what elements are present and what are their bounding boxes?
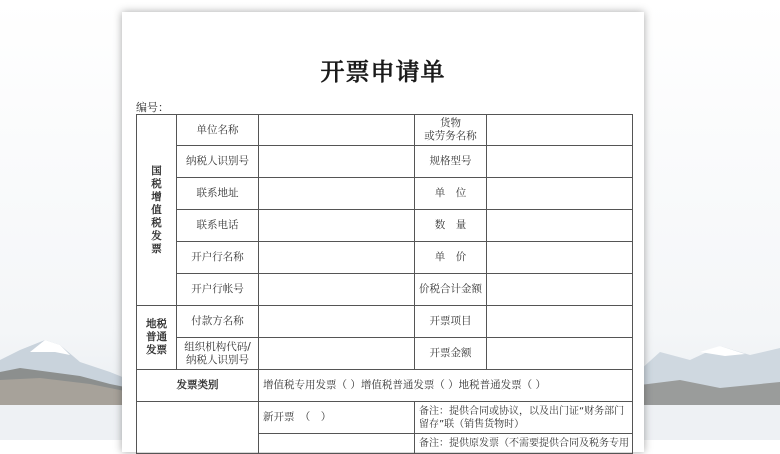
- field-label-payer-name: 付款方名称: [177, 306, 259, 338]
- field-input-phone[interactable]: [259, 210, 415, 242]
- field-input-goods-name[interactable]: [487, 115, 633, 146]
- section-vat-label: 国 税 增 值 税 发 票: [137, 115, 177, 306]
- field-label-org-code: 组织机构代码/ 纳税人识别号: [177, 338, 259, 370]
- new-invoice-option[interactable]: 新开票 （ ）: [259, 402, 415, 434]
- field-label-unit-price: 单 价: [415, 242, 487, 274]
- field-input-invoice-amount[interactable]: [487, 338, 633, 370]
- field-input-total-amount[interactable]: [487, 274, 633, 306]
- section-local-label: 地税 普通 发票: [137, 306, 177, 370]
- field-label-address: 联系地址: [177, 178, 259, 210]
- field-input-taxpayer-id[interactable]: [259, 146, 415, 178]
- application-form-sheet: [122, 12, 644, 452]
- form-title: 开票申请单: [320, 58, 446, 86]
- field-input-unit-price[interactable]: [487, 242, 633, 274]
- invoice-type-options[interactable]: 增值税专用发票（ ）增值税普通发票（ ）地税普通发票（ ）: [259, 370, 633, 402]
- field-label-bank-account: 开户行帐号: [177, 274, 259, 306]
- field-input-unit[interactable]: [487, 178, 633, 210]
- field-label-bank-name: 开户行名称: [177, 242, 259, 274]
- field-input-bank-account[interactable]: [259, 274, 415, 306]
- field-label-quantity: 数 量: [415, 210, 487, 242]
- field-input-invoice-item[interactable]: [487, 306, 633, 338]
- field-label-spec-model: 规格型号: [415, 146, 487, 178]
- field-label-invoice-amount: 开票金额: [415, 338, 487, 370]
- invoice-form-table: [136, 114, 633, 454]
- field-input-bank-name[interactable]: [259, 242, 415, 274]
- field-label-company-name: 单位名称: [177, 115, 259, 146]
- note-text: 备注：提供合同或协议，以及出门证“财务部门留存”联（销售货物时）: [415, 402, 633, 434]
- blank-option-cell[interactable]: [259, 434, 415, 454]
- field-input-company-name[interactable]: [259, 115, 415, 146]
- invoice-type-label: 发票类别: [137, 370, 259, 402]
- field-label-unit: 单 位: [415, 178, 487, 210]
- field-label-invoice-item: 开票项目: [415, 306, 487, 338]
- field-label-phone: 联系电话: [177, 210, 259, 242]
- field-input-address[interactable]: [259, 178, 415, 210]
- field-input-spec-model[interactable]: [487, 146, 633, 178]
- field-input-quantity[interactable]: [487, 210, 633, 242]
- field-input-org-code[interactable]: [259, 338, 415, 370]
- field-input-payer-name[interactable]: [259, 306, 415, 338]
- field-label-total-amount: 价税合计金额: [415, 274, 487, 306]
- field-label-goods-name: 货物 或劳务名称: [415, 115, 487, 146]
- blank-label-cell: [137, 402, 259, 454]
- serial-number-label: 编号：: [136, 101, 169, 114]
- field-label-taxpayer-id: 纳税人识别号: [177, 146, 259, 178]
- note-text-2: 备注：提供原发票（不需要提供合同及税务专用: [415, 434, 633, 454]
